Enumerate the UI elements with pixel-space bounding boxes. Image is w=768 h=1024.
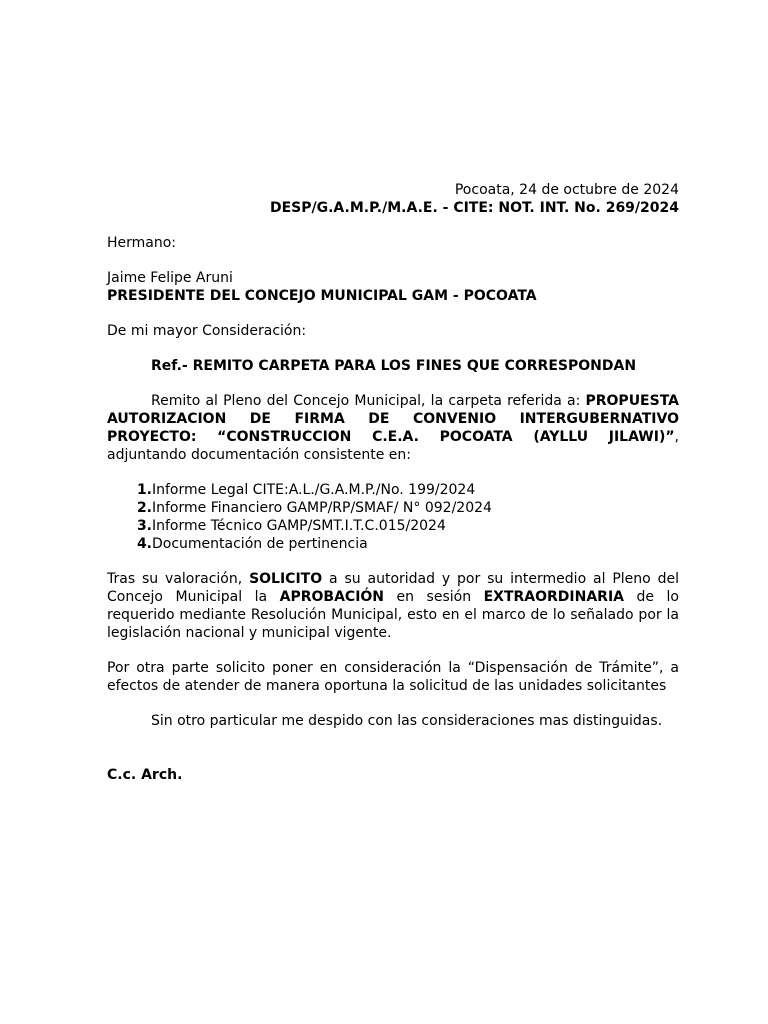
reference-line: Ref.- REMITO CARPETA PARA LOS FINES QUE CORRESPONDAN	[151, 358, 637, 374]
paragraph-solicito-text: en sesión	[384, 589, 484, 605]
paragraph-remito-project: PROPUESTA AUTORIZACION DE FIRMA DE CONVENIO INTERGUBERNATIVO PROYECTO: “CONSTRUCCION C.E.A. POCOATA (AYLLU JILAWI)”	[107, 393, 679, 445]
recipient-name: Jaime Felipe Aruni	[107, 270, 233, 286]
list-item-number: 1.	[136, 482, 152, 498]
documents-list	[107, 481, 679, 553]
cc-line: C.c. Arch.	[107, 767, 183, 783]
greeting: Hermano:	[107, 235, 177, 251]
letter-page	[107, 181, 679, 784]
list-item-text: Informe Legal CITE:A.L./G.A.M.P./No. 199/2024	[152, 482, 476, 498]
paragraph-remito-lead: Remito al Pleno del Concejo Municipal, la carpeta referida a:	[151, 393, 586, 409]
paragraph-dispensacion: Por otra parte solicito poner en consideración la “Dispensación de Trámite”, a efectos de atender de manera oportuna la solicitud de las unidades solicitantes	[107, 660, 679, 694]
paragraph-solicito-text: Tras su valoración,	[107, 571, 250, 587]
list-item-text: Documentación de pertinencia	[152, 536, 368, 552]
list-item-number: 2.	[136, 500, 152, 516]
paragraph-solicito	[107, 570, 679, 642]
closing-line: Sin otro particular me despido con las consideraciones mas distinguidas.	[151, 713, 663, 729]
aprobacion-keyword: APROBACIÓN	[279, 589, 385, 605]
list-item	[107, 481, 679, 499]
recipient-title: PRESIDENTE DEL CONCEJO MUNICIPAL GAM - POCOATA	[107, 288, 537, 304]
paragraph-solicito-text: de lo requerido mediante Resolución Municipal, esto en el marco de lo señalado por la legislación nacional y municipal vigente.	[107, 589, 679, 641]
paragraph-remito	[107, 392, 679, 464]
list-item-text: Informe Financiero GAMP/RP/SMAF/ N° 092/2024	[152, 500, 492, 516]
list-item-number: 3.	[136, 518, 152, 534]
paragraph-solicito-text: a su autoridad y por su intermedio al Pleno del Concejo Municipal la	[107, 571, 680, 605]
paragraph-remito-tail: , adjuntando documentación consistente en:	[107, 429, 679, 463]
solicito-keyword: SOLICITO	[249, 571, 323, 587]
salutation: De mi mayor Consideración:	[107, 323, 307, 339]
cite-number: DESP/G.A.M.P./M.A.E. - CITE: NOT. INT. No. 269/2024	[269, 200, 679, 216]
list-item-number: 4.	[136, 536, 152, 552]
list-item	[107, 517, 679, 535]
list-item	[107, 535, 679, 553]
extraordinaria-keyword: EXTRAORDINARIA	[483, 589, 625, 605]
list-item	[107, 499, 679, 517]
place-date: Pocoata, 24 de octubre de 2024	[454, 182, 679, 198]
list-item-text: Informe Técnico GAMP/SMT.I.T.C.015/2024	[152, 518, 446, 534]
